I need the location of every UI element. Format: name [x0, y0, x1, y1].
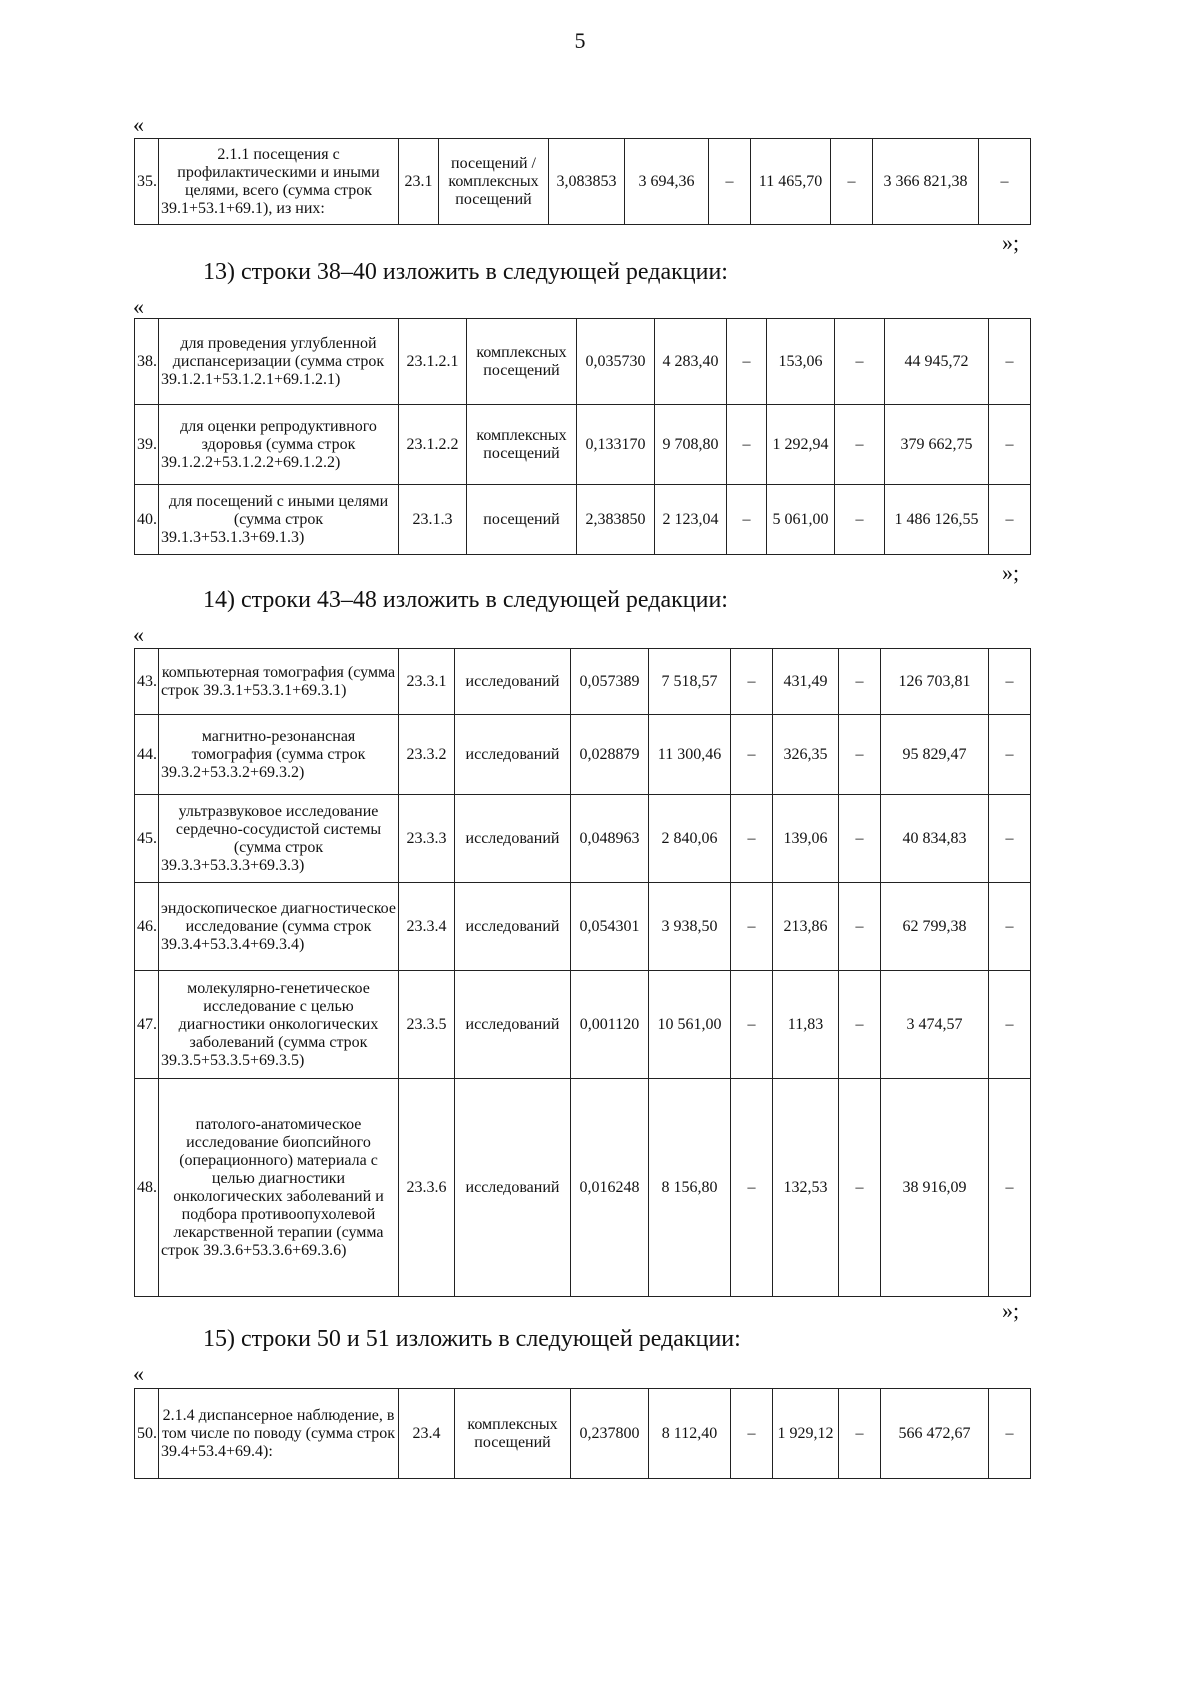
row-value-3: – — [727, 405, 767, 485]
row-value-1: 3,083853 — [549, 139, 625, 225]
page-number: 5 — [574, 28, 586, 53]
row-value-4: 139,06 — [773, 795, 839, 883]
row-value-5: – — [839, 649, 881, 715]
row-number: 50. — [135, 1389, 159, 1479]
row-value-4: 153,06 — [767, 319, 835, 405]
row-value-2: 3 938,50 — [649, 883, 731, 971]
row-code: 23.1 — [399, 139, 439, 225]
row-value-1: 0,001120 — [571, 971, 649, 1079]
close-quote: »; — [1002, 560, 1020, 585]
row-value-1: 0,048963 — [571, 795, 649, 883]
row-value-7: – — [979, 139, 1031, 225]
section-heading-14: 14) строки 43–48 изложить в следующей редакции: — [203, 587, 728, 613]
table-row — [135, 715, 1031, 795]
close-quote: »; — [1002, 1298, 1020, 1323]
table-row — [135, 649, 1031, 715]
row-value-5: – — [831, 139, 873, 225]
row-unit: исследований — [455, 715, 571, 795]
table-row — [135, 1079, 1031, 1297]
row-value-7: – — [989, 649, 1031, 715]
row-unit: комплексных посещений — [455, 1389, 571, 1479]
row-code: 23.3.1 — [399, 649, 455, 715]
row-value-3: – — [727, 485, 767, 555]
row-number: 47. — [135, 971, 159, 1079]
row-number: 43. — [135, 649, 159, 715]
row-value-4: 132,53 — [773, 1079, 839, 1297]
section-heading-15: 15) строки 50 и 51 изложить в следующей редакции: — [203, 1326, 741, 1352]
row-number: 48. — [135, 1079, 159, 1297]
row-value-5: – — [835, 485, 885, 555]
table-row — [135, 319, 1031, 405]
open-quote: « — [133, 1361, 144, 1386]
table-row — [135, 883, 1031, 971]
row-value-7: – — [989, 319, 1031, 405]
row-value-7: – — [989, 971, 1031, 1079]
row-description: молекулярно-генетическое исследование с целью диагностики онкологических заболеваний (сумма строк 39.3.5+53.3.5+69.3.5) — [159, 971, 399, 1079]
row-value-7: – — [989, 485, 1031, 555]
row-value-6: 566 472,67 — [881, 1389, 989, 1479]
row-value-5: – — [839, 715, 881, 795]
row-value-7: – — [989, 1389, 1031, 1479]
row-value-5: – — [839, 795, 881, 883]
row-code: 23.3.5 — [399, 971, 455, 1079]
row-value-7: – — [989, 405, 1031, 485]
row-value-6: 126 703,81 — [881, 649, 989, 715]
row-value-6: 3 474,57 — [881, 971, 989, 1079]
row-value-4: 326,35 — [773, 715, 839, 795]
table-row — [135, 485, 1031, 555]
row-value-2: 9 708,80 — [655, 405, 727, 485]
close-quote: »; — [1002, 230, 1020, 255]
row-value-6: 3 366 821,38 — [873, 139, 979, 225]
row-number: 40. — [135, 485, 159, 555]
row-value-4: 1 929,12 — [773, 1389, 839, 1479]
row-value-2: 3 694,36 — [625, 139, 709, 225]
row-code: 23.1.2.2 — [399, 405, 467, 485]
row-description: 2.1.4 диспансерное наблюдение, в том числе по поводу (сумма строк 39.4+53.4+69.4): — [159, 1389, 399, 1479]
row-value-1: 0,054301 — [571, 883, 649, 971]
row-code: 23.1.3 — [399, 485, 467, 555]
row-value-5: – — [839, 971, 881, 1079]
row-value-6: 1 486 126,55 — [885, 485, 989, 555]
row-number: 44. — [135, 715, 159, 795]
row-value-6: 379 662,75 — [885, 405, 989, 485]
row-value-5: – — [835, 319, 885, 405]
row-value-2: 2 840,06 — [649, 795, 731, 883]
row-code: 23.1.2.1 — [399, 319, 467, 405]
row-description: 2.1.1 посещения с профилактическими и иными целями, всего (сумма строк 39.1+53.1+69.1), из них: — [159, 139, 399, 225]
section-heading-13: 13) строки 38–40 изложить в следующей редакции: — [203, 259, 728, 285]
row-description: для оценки репродуктивного здоровья (сумма строк 39.1.2.2+53.1.2.2+69.1.2.2) — [159, 405, 399, 485]
row-value-3: – — [731, 649, 773, 715]
row-value-4: 1 292,94 — [767, 405, 835, 485]
row-value-5: – — [835, 405, 885, 485]
row-value-6: 40 834,83 — [881, 795, 989, 883]
open-quote: « — [133, 112, 144, 137]
row-description: магнитно-резонансная томография (сумма строк 39.3.2+53.3.2+69.3.2) — [159, 715, 399, 795]
row-unit: исследований — [455, 883, 571, 971]
row-value-2: 8 112,40 — [649, 1389, 731, 1479]
row-value-3: – — [727, 319, 767, 405]
row-number: 39. — [135, 405, 159, 485]
table-row — [135, 795, 1031, 883]
table-row-35 — [134, 138, 1031, 225]
table-row — [135, 1389, 1031, 1479]
row-unit: исследований — [455, 1079, 571, 1297]
row-unit: посещений / комплексных посещений — [439, 139, 549, 225]
row-value-3: – — [731, 971, 773, 1079]
table-rows-43-48 — [134, 648, 1031, 1297]
row-number: 35. — [135, 139, 159, 225]
row-value-6: 44 945,72 — [885, 319, 989, 405]
open-quote: « — [133, 622, 144, 647]
table-rows-38-40 — [134, 318, 1031, 555]
row-description: для посещений с иными целями (сумма строк 39.1.3+53.1.3+69.1.3) — [159, 485, 399, 555]
row-code: 23.3.4 — [399, 883, 455, 971]
row-value-7: – — [989, 1079, 1031, 1297]
row-value-2: 8 156,80 — [649, 1079, 731, 1297]
row-value-7: – — [989, 715, 1031, 795]
row-value-3: – — [731, 715, 773, 795]
row-unit: исследований — [455, 795, 571, 883]
row-value-1: 0,016248 — [571, 1079, 649, 1297]
row-value-2: 10 561,00 — [649, 971, 731, 1079]
row-description: патолого-анатомическое исследование биопсийного (операционного) материала с целью диагностики онкологических заболеваний и подбора противоопухолевой лекарственной терапии (сумма строк 39.3.6+53.3.6+69.3.6) — [159, 1079, 399, 1297]
row-value-3: – — [731, 883, 773, 971]
row-value-7: – — [989, 795, 1031, 883]
row-value-4: 11,83 — [773, 971, 839, 1079]
table-row — [135, 405, 1031, 485]
row-value-4: 213,86 — [773, 883, 839, 971]
row-number: 45. — [135, 795, 159, 883]
row-value-1: 0,133170 — [577, 405, 655, 485]
row-value-3: – — [731, 1389, 773, 1479]
row-unit: комплексных посещений — [467, 319, 577, 405]
row-value-2: 2 123,04 — [655, 485, 727, 555]
row-value-1: 0,237800 — [571, 1389, 649, 1479]
row-value-3: – — [731, 1079, 773, 1297]
row-unit: исследований — [455, 649, 571, 715]
row-value-1: 0,028879 — [571, 715, 649, 795]
row-value-1: 0,035730 — [577, 319, 655, 405]
row-code: 23.3.6 — [399, 1079, 455, 1297]
row-code: 23.4 — [399, 1389, 455, 1479]
row-value-7: – — [989, 883, 1031, 971]
row-code: 23.3.3 — [399, 795, 455, 883]
row-description: для проведения углубленной диспансеризации (сумма строк 39.1.2.1+53.1.2.1+69.1.2.1) — [159, 319, 399, 405]
row-unit: исследований — [455, 971, 571, 1079]
row-value-3: – — [709, 139, 751, 225]
row-number: 38. — [135, 319, 159, 405]
row-value-5: – — [839, 1389, 881, 1479]
row-value-4: 11 465,70 — [751, 139, 831, 225]
row-description: эндоскопическое диагностическое исследование (сумма строк 39.3.4+53.3.4+69.3.4) — [159, 883, 399, 971]
table-row — [135, 971, 1031, 1079]
row-value-2: 4 283,40 — [655, 319, 727, 405]
row-value-6: 62 799,38 — [881, 883, 989, 971]
row-description: компьютерная томография (сумма строк 39.3.1+53.3.1+69.3.1) — [159, 649, 399, 715]
row-value-2: 7 518,57 — [649, 649, 731, 715]
row-description: ультразвуковое исследование сердечно-сосудистой системы (сумма строк 39.3.3+53.3.3+69.3.3) — [159, 795, 399, 883]
open-quote: « — [133, 294, 144, 319]
row-value-3: – — [731, 795, 773, 883]
row-value-6: 95 829,47 — [881, 715, 989, 795]
row-number: 46. — [135, 883, 159, 971]
row-value-1: 2,383850 — [577, 485, 655, 555]
table-row — [135, 139, 1031, 225]
row-value-2: 11 300,46 — [649, 715, 731, 795]
row-value-5: – — [839, 1079, 881, 1297]
row-unit: комплексных посещений — [467, 405, 577, 485]
row-value-6: 38 916,09 — [881, 1079, 989, 1297]
row-value-5: – — [839, 883, 881, 971]
row-value-4: 5 061,00 — [767, 485, 835, 555]
row-code: 23.3.2 — [399, 715, 455, 795]
table-row-50 — [134, 1388, 1031, 1479]
row-value-4: 431,49 — [773, 649, 839, 715]
row-unit: посещений — [467, 485, 577, 555]
row-value-1: 0,057389 — [571, 649, 649, 715]
